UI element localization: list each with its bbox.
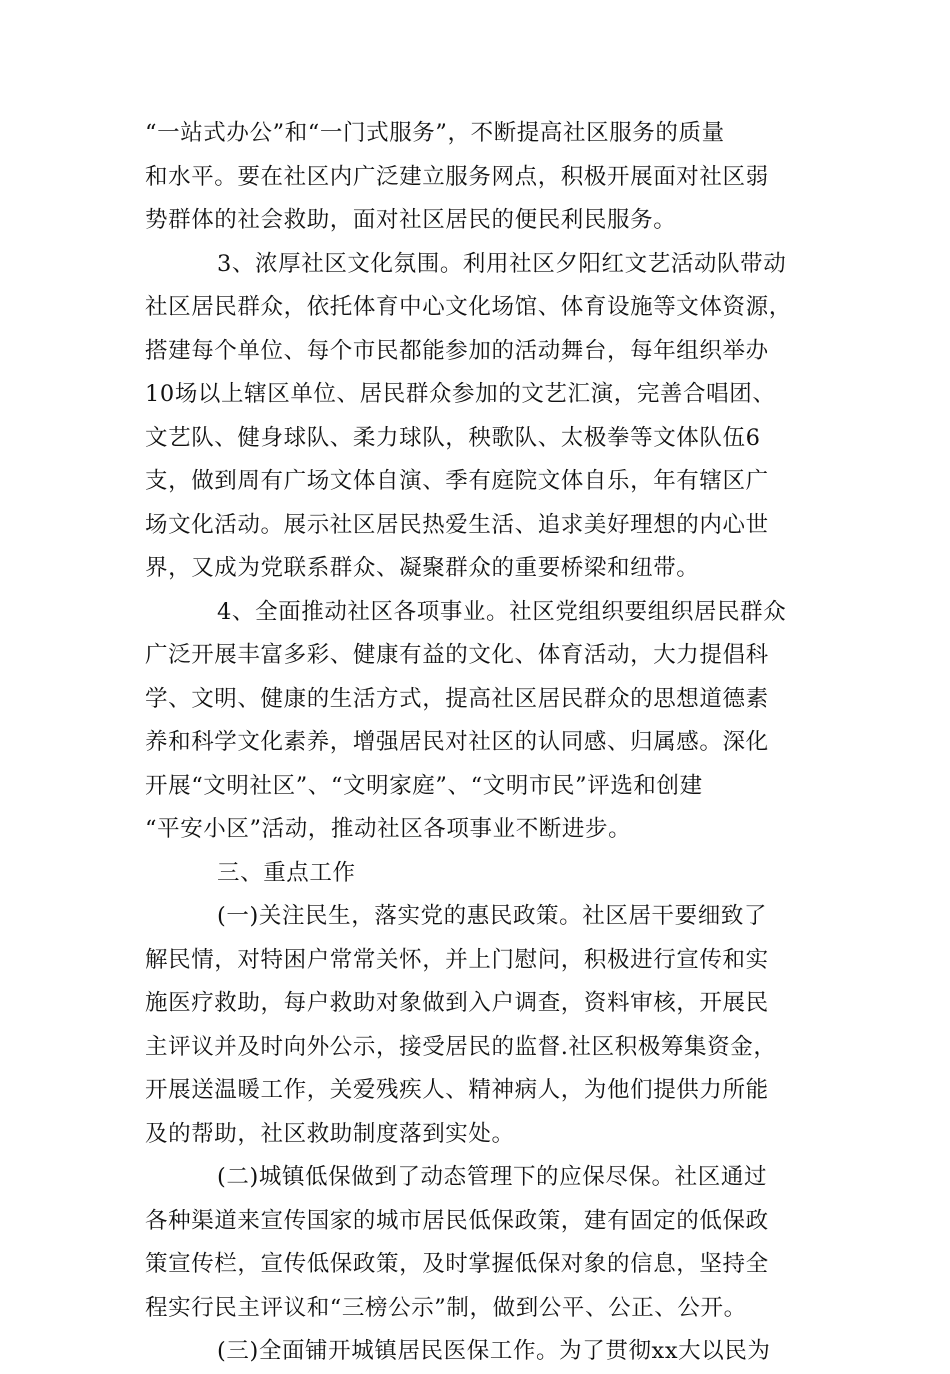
paragraph-start-line: 4、全面推动社区各项事业。社区党组织要组织居民群众 bbox=[217, 598, 787, 625]
text-line: 策宣传栏，宣传低保政策，及时掌握低保对象的信息，坚持全 bbox=[145, 1251, 769, 1277]
text-line: 和水平。要在社区内广泛建立服务网点，积极开展面对社区弱 bbox=[145, 163, 769, 190]
text-line: 场文化活动。展示社区居民热爱生活、追求美好理想的内心世 bbox=[145, 511, 769, 538]
text-line: 施医疗救助，每户救助对象做到入户调查，资料审核，开展民 bbox=[145, 990, 769, 1016]
text-line: 主评议并及时向外公示，接受居民的监督.社区积极筹集资金， bbox=[145, 1033, 777, 1060]
paragraph-start-line: (二)城镇低保做到了动态管理下的应保尽保。社区通过 bbox=[217, 1164, 768, 1190]
body-text bbox=[145, 112, 810, 1374]
text-line: “一站式办公”和“一门式服务”，不断提高社区服务的质量 bbox=[145, 120, 725, 146]
text-line: “平安小区”活动，推动社区各项事业不断进步。 bbox=[145, 816, 632, 842]
text-line: 开展送温暖工作，关爱残疾人、精神病人，为他们提供力所能 bbox=[145, 1077, 769, 1103]
text-line: 势群体的社会救助，面对社区居民的便民利民服务。 bbox=[145, 207, 677, 233]
text-line: 界，又成为党联系群众、凝聚群众的重要桥梁和纽带。 bbox=[145, 555, 700, 581]
text-line: 各种渠道来宣传国家的城市居民低保政策，建有固定的低保政 bbox=[145, 1207, 769, 1234]
paragraph-start-line: (一)关注民生，落实党的惠民政策。社区居干要细致了 bbox=[217, 903, 768, 929]
section-heading: 三、重点工作 bbox=[217, 859, 356, 886]
text-line: 文艺队、健身球队、柔力球队，秧歌队、太极拳等文体队伍6 bbox=[145, 424, 761, 451]
text-line: 搭建每个单位、每个市民都能参加的活动舞台，每年组织举办 bbox=[145, 337, 769, 364]
text-line: 学、文明、健康的生活方式，提高社区居民群众的思想道德素 bbox=[145, 685, 769, 712]
text-line: 开展“文明社区”、“文明家庭”、“文明市民”评选和创建 bbox=[145, 772, 703, 799]
text-line: 解民情，对特困户常常关怀，并上门慰问，积极进行宣传和实 bbox=[145, 946, 769, 973]
text-line: 广泛开展丰富多彩、健康有益的文化、体育活动，大力提倡科 bbox=[145, 642, 769, 668]
text-line: 养和科学文化素养，增强居民对社区的认同感、归属感。深化 bbox=[145, 729, 769, 755]
text-line: 支，做到周有广场文体自演、季有庭院文体自乐，年有辖区广 bbox=[145, 468, 769, 494]
text-line: 10场以上辖区单位、居民群众参加的文艺汇演，完善合唱团、 bbox=[145, 381, 776, 407]
paragraph-start-line: 3、浓厚社区文化氛围。利用社区夕阳红文艺活动队带动 bbox=[217, 250, 787, 277]
paragraph-start-line: (三)全面铺开城镇居民医保工作。为了贯彻xx大以民为 bbox=[217, 1338, 771, 1364]
text-line: 及的帮助，社区救助制度落到实处。 bbox=[145, 1120, 515, 1147]
text-line: 程实行民主评议和“三榜公示”制，做到公平、公正、公开。 bbox=[145, 1294, 747, 1321]
text-line: 社区居民群众，依托体育中心文化场馆、体育设施等文体资源， bbox=[145, 294, 792, 320]
